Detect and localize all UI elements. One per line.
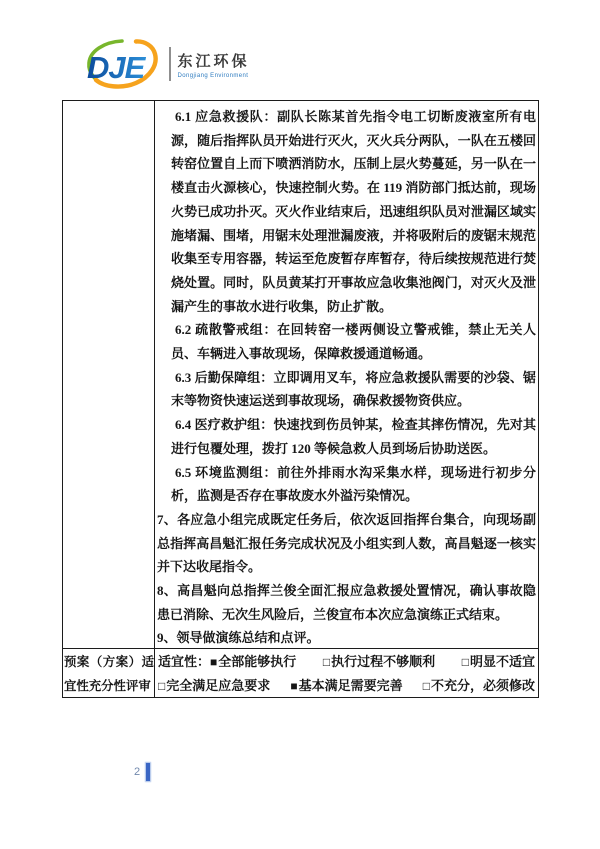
company-logo [84,36,250,92]
paragraph-6-1: 6.1 应急救援队：副队长陈某首先指令电工切断废液室所有电源，随后指挥队员开始进行灭火，灭火兵分两队，一队在五楼回转窑位置自上而下喷洒消防水，压制上层火势蔓延，另一队在一楼直击火源核心，快速控制火势。在 119 消防部门抵达前，现场火势已成功扑灭。灭火作业结束后，迅速组织队员对泄漏区域实施堵漏、围堵，用锯末处理泄漏废液，并将吸附后的废锯末规范收集至专用容器，转运至危废暂存库暂存，待后续按规范进行焚烧处置。同时，队员黄某打开事故应急收集池阀门，对灭火及泄漏产生的事故水进行收集，防止扩散。 [171,109,536,314]
option-label: 基本满足需要完善 [298,678,403,693]
suitability-option-2 [323,650,435,674]
adequacy-option-1 [158,674,270,698]
paragraph-7: 7、各应急小组完成既定任务后，依次返回指挥台集合，向现场副总指挥高昌魁汇报任务完成状况及小组实到人数，高昌魁逐一核实并下达收尾指令。 [157,511,536,575]
adequacy-option-2 [290,674,402,698]
adequacy-option-3 [423,674,535,698]
suitability-options-line [158,650,535,674]
paragraph-9: 9、领导做演练总结和点评。 [157,630,320,646]
paragraph-6-2: 6.2 疏散警戒组：在回转窑一楼两侧设立警戒锥，禁止无关人员、车辆进入事故现场，保障救援通道畅通。 [171,322,536,362]
option-label: 明显不适宜 [469,654,535,669]
main-row-label-cell [63,101,155,648]
checkbox-checked-icon: ■ [210,655,218,669]
checkbox-empty-icon: □ [461,655,469,669]
paragraph-6-4: 6.4 医疗救护组：快速找到伤员钟某，检查其摔伤情况，先对其进行包覆处理，拨打 120 等候急救人员到场后协助送医。 [171,417,536,456]
checkbox-empty-icon: □ [158,679,166,693]
drill-process-row [63,101,538,648]
logo-divider [169,47,171,81]
checkbox-empty-icon: □ [422,679,430,693]
review-row-header: 预案（方案）适宜性充分性评审 [63,649,155,697]
suitability-option-1 [158,650,296,674]
suitability-option-3 [462,650,535,674]
logo-swoosh-icon [84,37,166,91]
suitability-label: 适宜性： [158,654,211,669]
page-number: 2 [134,766,141,778]
plan-suitability-review-row [63,648,538,697]
paragraph-6-3: 6.3 后勤保障组：立即调用叉车，将应急救援队需要的沙袋、锯末等物资快速运送到事故现场，确保救援物资供应。 [171,369,536,409]
option-label: 不充分，必须修改 [430,678,535,693]
drill-process-cell [155,101,538,648]
drill-record-table [62,100,539,698]
company-name-en: Dongjiang Environment [177,72,249,79]
option-label: 全部能够执行 [218,654,297,669]
checkbox-empty-icon: □ [322,655,331,669]
company-name-cn: 东江环保 [177,52,250,70]
checkbox-checked-icon: ■ [290,679,298,693]
paragraph-8: 8、高昌魁向总指挥兰俊全面汇报应急救援处置情况，确认事故隐患已消除、无次生风险后，兰俊宣布本次应急演练正式结束。 [157,583,536,622]
text-cursor [146,763,150,781]
option-label: 执行过程不够顺利 [331,654,436,669]
adequacy-options-line [158,674,535,698]
svg-text:DJE: DJE [87,50,145,85]
paragraph-6-5: 6.5 环境监测组：前往外排雨水沟采集水样，现场进行初步分析，监测是否存在事故废水外溢污染情况。 [171,464,536,504]
option-label: 完全满足应急要求 [166,678,271,693]
logo-text [178,50,250,79]
review-options-cell [155,649,538,697]
